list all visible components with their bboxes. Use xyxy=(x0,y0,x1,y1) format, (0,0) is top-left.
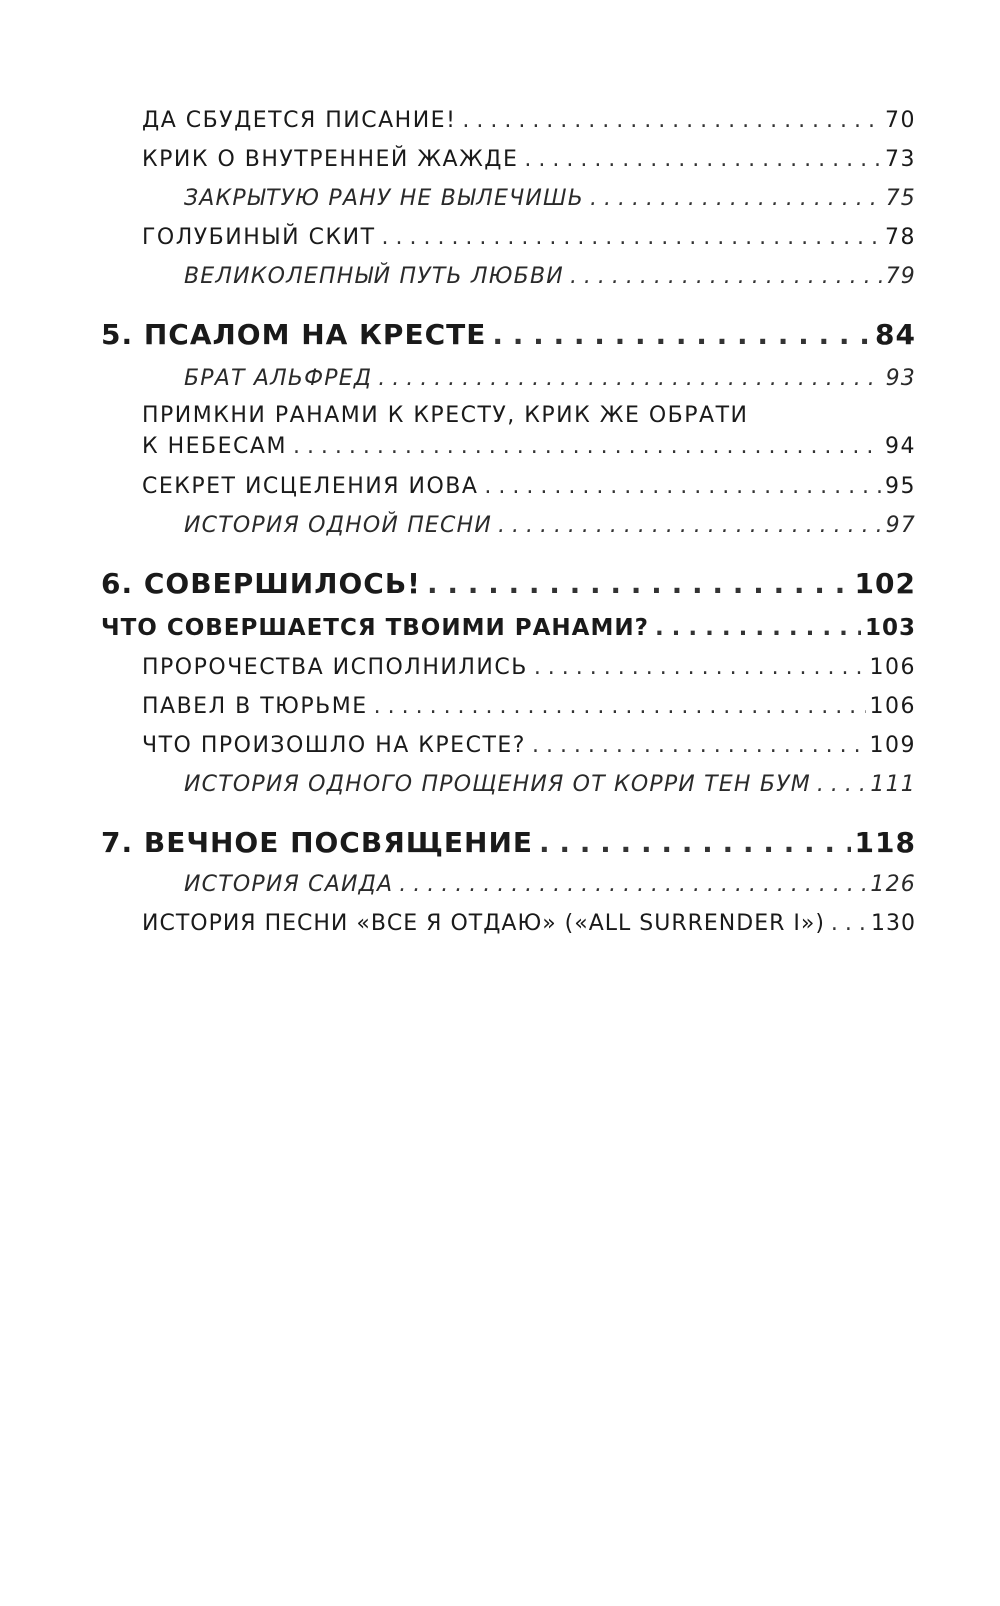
toc-entry-page: 126 xyxy=(870,872,916,897)
dot-leader xyxy=(655,615,861,641)
toc-entry-page: 130 xyxy=(871,911,916,936)
toc-entry-page: 97 xyxy=(885,513,916,538)
toc-section-page: 103 xyxy=(864,615,916,641)
toc-entry-title: К НЕБЕСАМ xyxy=(142,434,287,459)
toc-entry[interactable] xyxy=(184,872,916,897)
toc-entry-page: 106 xyxy=(869,694,916,719)
toc-entry[interactable] xyxy=(142,655,916,680)
toc-entry[interactable] xyxy=(142,147,916,172)
dot-leader xyxy=(539,826,851,859)
toc-entry[interactable] xyxy=(184,366,916,391)
toc-entry[interactable] xyxy=(184,513,916,538)
toc-entry-page: 94 xyxy=(885,434,916,459)
toc-chapter-title: 6. СОВЕРШИЛОСЬ! xyxy=(101,567,421,600)
dot-leader xyxy=(817,772,867,797)
toc-entry-page: 106 xyxy=(869,655,916,680)
toc-entry-title: ИСТОРИЯ ОДНОГО ПРОЩЕНИЯ ОТ КОРРИ ТЕН БУМ xyxy=(184,772,811,797)
toc-section-title: ЧТО СОВЕРШАЕТСЯ ТВОИМИ РАНАМИ? xyxy=(101,615,649,641)
toc-entry-title: ИСТОРИЯ ПЕСНИ «ВСЕ Я ОТДАЮ» («ALL SURRENDER I») xyxy=(142,911,825,936)
toc-entry[interactable] xyxy=(142,911,916,936)
toc-entry-title: ДА СБУДЕТСЯ ПИСАНИЕ! xyxy=(142,108,457,133)
toc-entry-page: 95 xyxy=(885,474,916,499)
toc-entry-title: КРИК О ВНУТРЕННЕЙ ЖАЖДЕ xyxy=(142,147,519,172)
toc-entry-title: СЕКРЕТ ИСЦЕЛЕНИЯ ИОВА xyxy=(142,474,479,499)
toc-entry-title: ЗАКРЫТУЮ РАНУ НЕ ВЫЛЕЧИШЬ xyxy=(184,186,585,211)
toc-entry-title: ПРОРОЧЕСТВА ИСПОЛНИЛИСЬ xyxy=(142,655,528,680)
toc-entry-title-line1: ПРИМКНИ РАНАМИ К КРЕСТУ, КРИК ЖЕ ОБРАТИ xyxy=(142,403,749,428)
toc-entry-page: 75 xyxy=(885,186,916,211)
toc-entry-page: 79 xyxy=(885,264,916,289)
toc-entry-title: ИСТОРИЯ САИДА xyxy=(184,872,394,897)
toc-chapter-entry[interactable] xyxy=(101,318,916,351)
dot-leader xyxy=(374,694,866,719)
dot-leader xyxy=(534,655,866,680)
toc-chapter-page: 118 xyxy=(854,826,916,859)
dot-leader xyxy=(590,186,882,211)
toc-entry-page: 109 xyxy=(869,733,916,758)
dot-leader xyxy=(378,366,881,391)
toc-section-entry[interactable] xyxy=(101,615,916,641)
toc-entry-page: 111 xyxy=(870,772,916,797)
toc-entry-title: БРАТ АЛЬФРЕД xyxy=(184,366,373,391)
toc-entry[interactable] xyxy=(184,186,916,211)
toc-entry[interactable] xyxy=(142,474,916,499)
dot-leader xyxy=(427,567,851,600)
toc-entry-title: ВЕЛИКОЛЕПНЫЙ ПУТЬ ЛЮБВИ xyxy=(184,264,564,289)
toc-chapter-title: 5. ПСАЛОМ НА КРЕСТЕ xyxy=(101,318,487,351)
toc-entry-page: 73 xyxy=(885,147,916,172)
dot-leader xyxy=(382,225,881,250)
toc-entry[interactable] xyxy=(142,108,916,133)
dot-leader xyxy=(570,264,882,289)
toc-entry-title: ИСТОРИЯ ОДНОЙ ПЕСНИ xyxy=(184,513,492,538)
toc-chapter-page: 84 xyxy=(875,318,916,351)
toc-entry-page: 70 xyxy=(885,108,916,133)
toc-chapter-entry[interactable] xyxy=(101,567,916,600)
dot-leader xyxy=(524,147,881,172)
toc-chapter-title: 7. ВЕЧНОЕ ПОСВЯЩЕНИЕ xyxy=(101,826,534,859)
dot-leader xyxy=(492,318,871,351)
toc-entry[interactable] xyxy=(142,434,916,459)
toc-entry[interactable] xyxy=(142,733,916,758)
toc-entry[interactable] xyxy=(142,694,916,719)
toc-entry[interactable] xyxy=(184,772,916,797)
dot-leader xyxy=(831,911,867,936)
toc-entry-title: ПАВЕЛ В ТЮРЬМЕ xyxy=(142,694,368,719)
dot-leader xyxy=(484,474,881,499)
toc-entry-title: ЧТО ПРОИЗОШЛО НА КРЕСТЕ? xyxy=(142,733,526,758)
toc-entry[interactable] xyxy=(184,264,916,289)
toc-chapter-page: 102 xyxy=(854,567,916,600)
toc-entry-page: 93 xyxy=(885,366,916,391)
dot-leader xyxy=(399,872,866,897)
dot-leader xyxy=(293,434,881,459)
toc-chapter-entry[interactable] xyxy=(101,826,916,859)
dot-leader xyxy=(498,513,882,538)
dot-leader xyxy=(462,108,881,133)
toc-entry[interactable] xyxy=(142,225,916,250)
toc-entry-page: 78 xyxy=(885,225,916,250)
toc-entry-title: ГОЛУБИНЫЙ СКИТ xyxy=(142,225,376,250)
dot-leader xyxy=(532,733,866,758)
